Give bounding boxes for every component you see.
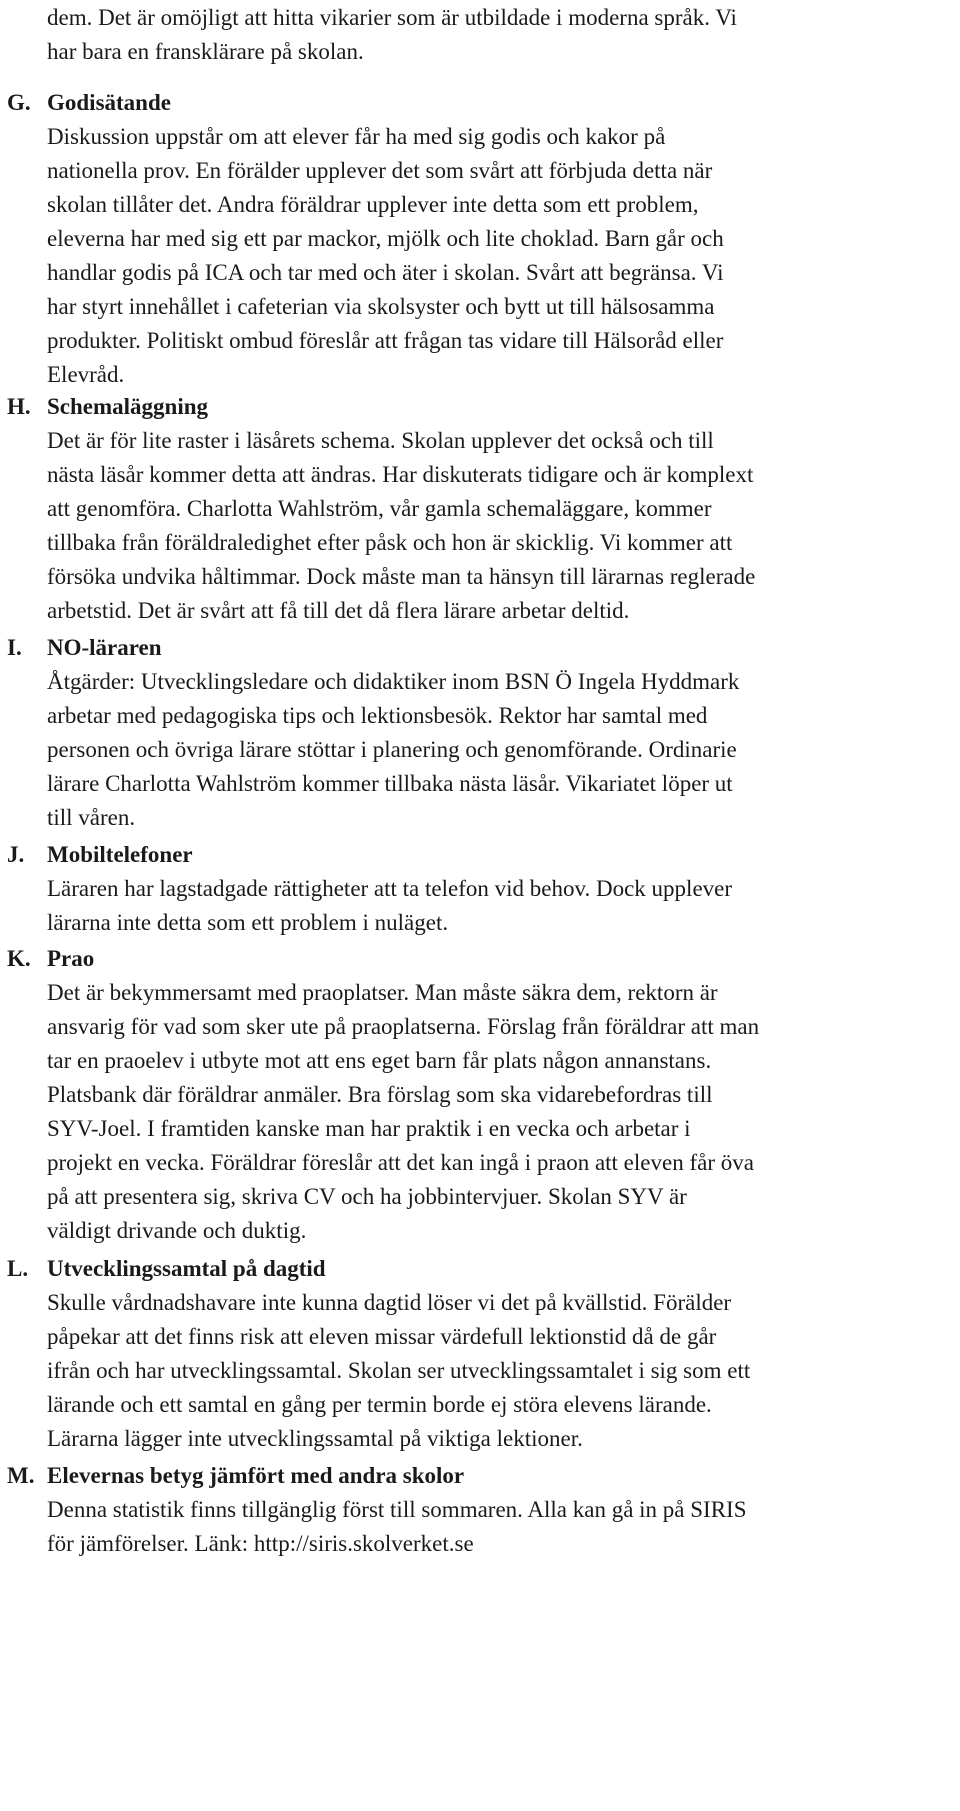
text-line: tillbaka från föräldraledighet efter påsk och hon är skicklig. Vi kommer att <box>47 530 733 555</box>
section-letter: L. <box>7 1256 29 1281</box>
section-letter: G. <box>7 90 31 115</box>
section-heading <box>7 942 94 976</box>
text-line: SYV-Joel. I framtiden kanske man har praktik i en vecka och arbetar i <box>47 1116 691 1141</box>
text-line: nationella prov. En förälder upplever det som svårt att förbjuda detta när <box>47 158 713 183</box>
text-line: tar en praoelev i utbyte mot att ens eget barn får plats någon annanstans. <box>47 1048 712 1073</box>
text-line: nästa läsår kommer detta att ändras. Har diskuterats tidigare och är komplext <box>47 462 754 487</box>
text-line: arbetar med pedagogiska tips och lektionsbesök. Rektor har samtal med <box>47 703 708 728</box>
section-letter: M. <box>7 1463 35 1488</box>
text-line: Elevråd. <box>47 362 125 387</box>
section-title: Mobiltelefoner <box>47 842 193 867</box>
section-title: Schemaläggning <box>47 394 209 419</box>
text-line: personen och övriga lärare stöttar i planering och genomförande. Ordinarie <box>47 737 737 762</box>
text-line: produkter. Politiskt ombud föreslår att frågan tas vidare till Hälsoråd eller <box>47 328 724 353</box>
text-line: påpekar att det finns risk att eleven missar värdefull lektionstid då de går <box>47 1324 717 1349</box>
text-line: handlar godis på ICA och tar med och äter i skolan. Svårt att begränsa. Vi <box>47 260 724 285</box>
section-letter: I. <box>7 635 22 660</box>
section-heading <box>7 1252 326 1286</box>
section-letter: K. <box>7 946 31 971</box>
section-body <box>47 1286 952 1456</box>
section-heading <box>7 838 193 872</box>
intro-paragraph <box>47 1 947 69</box>
section-body <box>47 120 952 392</box>
section-letter: H. <box>7 394 31 419</box>
section-heading <box>7 1459 464 1493</box>
section-body <box>47 1493 952 1561</box>
text-line: försöka undvika håltimmar. Dock måste man ta hänsyn till lärarnas reglerade <box>47 564 756 589</box>
section-title: Utvecklingssamtal på dagtid <box>47 1256 326 1281</box>
text-line: har styrt innehållet i cafeterian via skolsyster och bytt ut till hälsosamma <box>47 294 715 319</box>
section-body <box>47 424 952 628</box>
text-line: har bara en fransklärare på skolan. <box>47 39 364 64</box>
section-title: NO-läraren <box>47 635 162 660</box>
section-heading <box>7 631 162 665</box>
text-line: eleverna har med sig ett par mackor, mjölk och lite choklad. Barn går och <box>47 226 724 251</box>
text-line: Diskussion uppstår om att elever får ha med sig godis och kakor på <box>47 124 666 149</box>
text-line: lärande och ett samtal en gång per termin borde ej störa elevens lärande. <box>47 1392 712 1417</box>
text-line: att genomföra. Charlotta Wahlström, vår gamla schemaläggare, kommer <box>47 496 712 521</box>
text-line: på att presentera sig, skriva CV och ha jobbintervjuer. Skolan SYV är <box>47 1184 687 1209</box>
text-line: väldigt drivande och duktig. <box>47 1218 307 1243</box>
text-line: skolan tillåter det. Andra föräldrar upplever inte detta som ett problem, <box>47 192 699 217</box>
text-line: ansvarig för vad som sker ute på praoplatserna. Förslag från föräldrar att man <box>47 1014 760 1039</box>
text-line: projekt en vecka. Föräldrar föreslår att det kan ingå i praon att eleven får öva <box>47 1150 754 1175</box>
text-line: Åtgärder: Utvecklingsledare och didaktiker inom BSN Ö Ingela Hyddmark <box>47 669 740 694</box>
text-line: Läraren har lagstadgade rättigheter att ta telefon vid behov. Dock upplever <box>47 876 733 901</box>
section-title: Elevernas betyg jämfört med andra skolor <box>47 1463 465 1488</box>
text-line: lärarna inte detta som ett problem i nuläget. <box>47 910 449 935</box>
text-line: Lärarna lägger inte utvecklingssamtal på viktiga lektioner. <box>47 1426 583 1451</box>
text-line: Det är för lite raster i läsårets schema. Skolan upplever det också och till <box>47 428 714 453</box>
text-line: ifrån och har utvecklingssamtal. Skolan ser utvecklingssamtalet i sig som ett <box>47 1358 751 1383</box>
section-letter: J. <box>7 842 25 867</box>
text-line: lärare Charlotta Wahlström kommer tillbaka nästa läsår. Vikariatet löper ut <box>47 771 733 796</box>
section-title: Godisätande <box>47 90 171 115</box>
text-line: Denna statistik finns tillgänglig först till sommaren. Alla kan gå in på SIRIS <box>47 1497 747 1522</box>
section-heading <box>7 390 208 424</box>
section-body <box>47 872 952 940</box>
section-body <box>47 976 952 1248</box>
text-line: för jämförelser. Länk: http://siris.skolverket.se <box>47 1531 474 1556</box>
text-line: till våren. <box>47 805 136 830</box>
text-line: Skulle vårdnadshavare inte kunna dagtid löser vi det på kvällstid. Förälder <box>47 1290 732 1315</box>
text-line: Det är bekymmersamt med praoplatser. Man måste säkra dem, rektorn är <box>47 980 718 1005</box>
text-line: Platsbank där föräldrar anmäler. Bra förslag som ska vidarebefordras till <box>47 1082 713 1107</box>
text-line: dem. Det är omöjligt att hitta vikarier som är utbildade i moderna språk. Vi <box>47 5 737 30</box>
section-body <box>47 665 952 835</box>
section-title: Prao <box>47 946 95 971</box>
text-line: arbetstid. Det är svårt att få till det då flera lärare arbetar deltid. <box>47 598 630 623</box>
section-heading <box>7 86 171 120</box>
